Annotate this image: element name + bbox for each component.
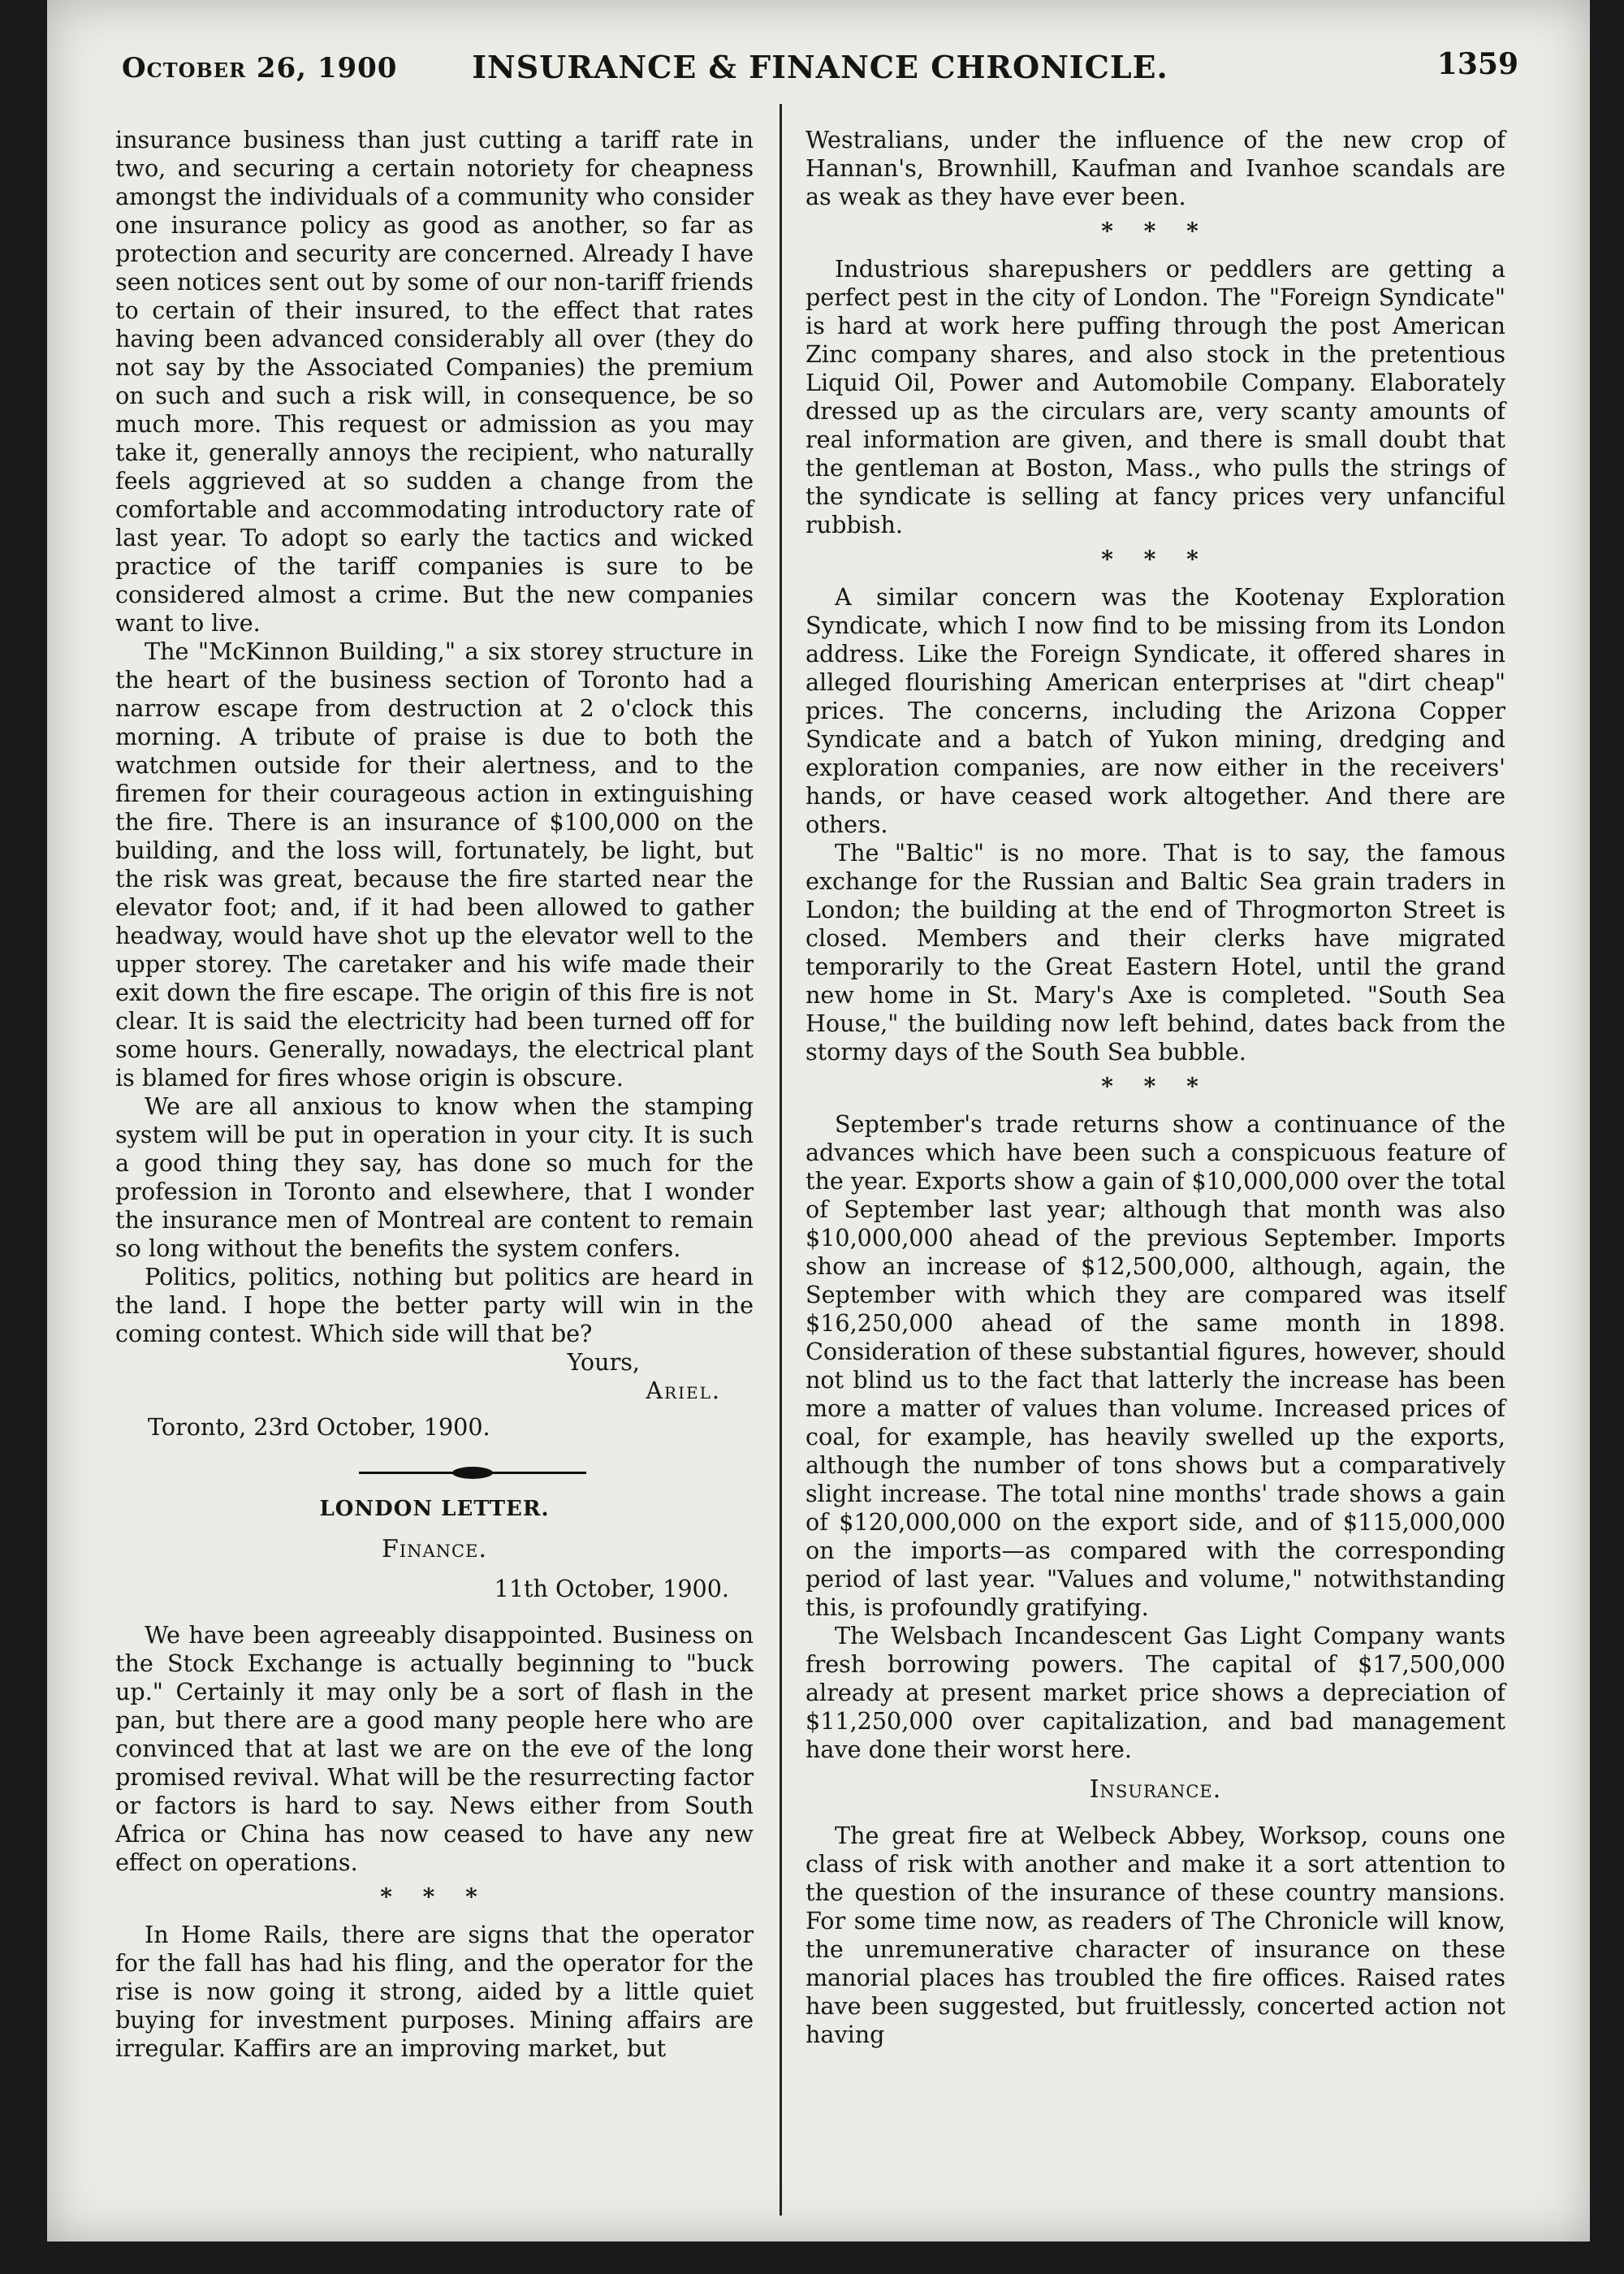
paragraph: Industrious sharepushers or peddlers are getting a perfect pest in the city of London. The "Foreign Syndicate" is hard at work here puffing through the post American Zinc company shares, and also stock in the pretentious Liquid Oil, Power and Automobile Company. Elaborately dressed up as the circulars are, very scanty amounts of real information are given, and there is small doubt that the gentleman at Boston, Mass., who pulls the strings of the syndicate is selling at fancy prices very unfanciful rubbish. [806,255,1505,538]
paragraph: Politics, politics, nothing but politics are heard in the land. I hope the better party will win in the coming contest. Which side will that be? [115,1263,754,1347]
column-divider [780,104,782,2216]
page-header [122,47,1518,96]
paragraph: We have been agreeably disappointed. Business on the Stock Exchange is actually beginning to "buck up." Certainly it may only be a sort of flash in the pan, but there are a good many people here who are convinced that at last we are on the eve of the long promised revival. What will be the resurrecting factor or factors is hard to say. News either from South Africa or China has now ceased to have any new effect on operations. [115,1621,754,1876]
paragraph: In Home Rails, there are signs that the operator for the fall has had his fling, and the operator for the rise is now going it strong, aided by a little quiet buying for investment purposes. Mining affairs are irregular. Kaffirs are an improving market, but [115,1921,754,2062]
paragraph: Westralians, under the influence of the new crop of Hannan's, Brownhill, Kaufman and Ivanhoe scandals are as weak as they have ever been. [806,126,1505,210]
left-column [115,126,754,2063]
section-subtitle: Finance. [382,1535,487,1563]
paragraph: insurance business than just cutting a tariff rate in two, and securing a certain notoriety for cheapness amongst the individuals of a community who consider one insurance policy as good as another, so far as protection and security are concerned. Already I have seen notices sent out by some of our non-tariff friends to certain of their insured, to the effect that rates having been advanced considerably all over (they do not say by the Associated Companies) the premium on such and such a risk will, in consequence, be so much more. This request or admission as you may take it, generally annoys the recipient, who naturally feels aggrieved at so sudden a change from the comfortable and accommodating introductory rate of last year. To adopt so early the tactics and wicked practice of the tariff companies is sure to be considered almost a crime. But the new companies want to live. [115,126,754,637]
paragraph: The great fire at Welbeck Abbey, Worksop, couns one class of risk with another and make it a sort attention to the question of the insurance of these country mansions. For some time now, as readers of The Chronicle will know, the unremunerative character of insurance on these manorial places has troubled the fire offices. Raised rates have been suggested, but fruitlessly, concerted action not having [806,1822,1505,2048]
ornament-dot [452,1467,493,1479]
paragraph: The "McKinnon Building," a six storey structure in the heart of the business section of Toronto had a narrow escape from destruction at 2 o'clock this morning. A tribute of praise is due to both the watchmen outside for their alertness, and to the firemen for their courageous action in extinguishing the fire. There is an insurance of $100,000 on the building, and the loss will, fortunately, be light, but the risk was great, because the fire started near the elevator foot; and, if it had been allowed to gather headway, would have shot up the elevator well to the upper storey. The caretaker and his wife made their exit down the fire escape. The origin of this fire is not clear. It is said the electricity had been turned off for some hours. Generally, nowadays, the electrical plant is blamed for fires whose origin is obscure. [115,638,754,1092]
newspaper-page [47,0,1590,2242]
section-break-stars: * * * [380,1883,489,1910]
section-break-stars: * * * [1101,218,1210,244]
paragraph: We are all anxious to know when the stamping system will be put in operation in your city. It is such a good thing they say, has done so much for the profession in Toronto and elsewhere, that I wonder the insurance men of Montreal are content to remain so long without the benefits the system confers. [115,1092,754,1262]
signoff-name: Ariel. [646,1377,721,1404]
publication-title: INSURANCE & FINANCE CHRONICLE. [472,49,1168,85]
paragraph: The Welsbach Incandescent Gas Light Company wants fresh borrowing powers. The capital of $17,500,000 already at present market price shows a depreciation of $11,250,000 over capitalization, and bad management have done their worst here. [806,1622,1505,1763]
issue-date: October 26, 1900 [122,52,398,84]
page-number: 1359 [1436,47,1518,81]
dateline: Toronto, 23rd October, 1900. [148,1413,490,1441]
paragraph: A similar concern was the Kootenay Exploration Syndicate, which I now find to be missing from its London address. Like the Foreign Syndicate, it offered shares in alleged flourishing American enterprises at "dirt cheap" prices. The concerns, including the Arizona Copper Syndicate and a batch of Yukon mining, dredging and exploration companies, are now either in the receivers' hands, or have ceased work altogether. And there are others. [806,583,1505,838]
paragraph: The "Baltic" is no more. That is to say, the famous exchange for the Russian and Baltic Sea grain traders in London; the building at the end of Throgmorton Street is closed. Members and their clerks have migrated temporarily to the Great Eastern Hotel, until the grand new home in St. Mary's Axe is completed. "South Sea House," the building now left behind, dates back from the stormy days of the South Sea bubble. [806,839,1505,1066]
section-subtitle: Insurance. [1089,1775,1222,1804]
section-break-stars: * * * [1101,546,1210,573]
letter-date: 11th October, 1900. [494,1575,729,1602]
ornament-rule [115,1464,754,1481]
section-break-stars: * * * [1101,1073,1210,1100]
right-column [806,126,1505,2049]
signoff-yours: Yours, [567,1348,640,1376]
paragraph: September's trade returns show a continuance of the advances which have been such a conspicuous feature of the year. Exports show a gain of $10,000,000 over the total of September last year; although that month was also $10,000,000 ahead of the previous September. Imports show an increase of $12,500,000, although, again, the September with which they are compared was itself $16,250,000 ahead of the same month in 1898. Consideration of these substantial figures, however, should not blind us to the fact that latterly the increase has been more a matter of values than volume. Increased prices of coal, for example, has heavily swelled up the exports, although the number of tons shows but a comparatively slight increase. The total nine months' trade shows a gain of $120,000,000 on the export side, and of $115,000,000 on the imports—as compared with the corresponding period of last year. "Values and volume," notwithstanding this, is profoundly gratifying. [806,1110,1505,1621]
section-title: LONDON LETTER. [319,1497,550,1521]
